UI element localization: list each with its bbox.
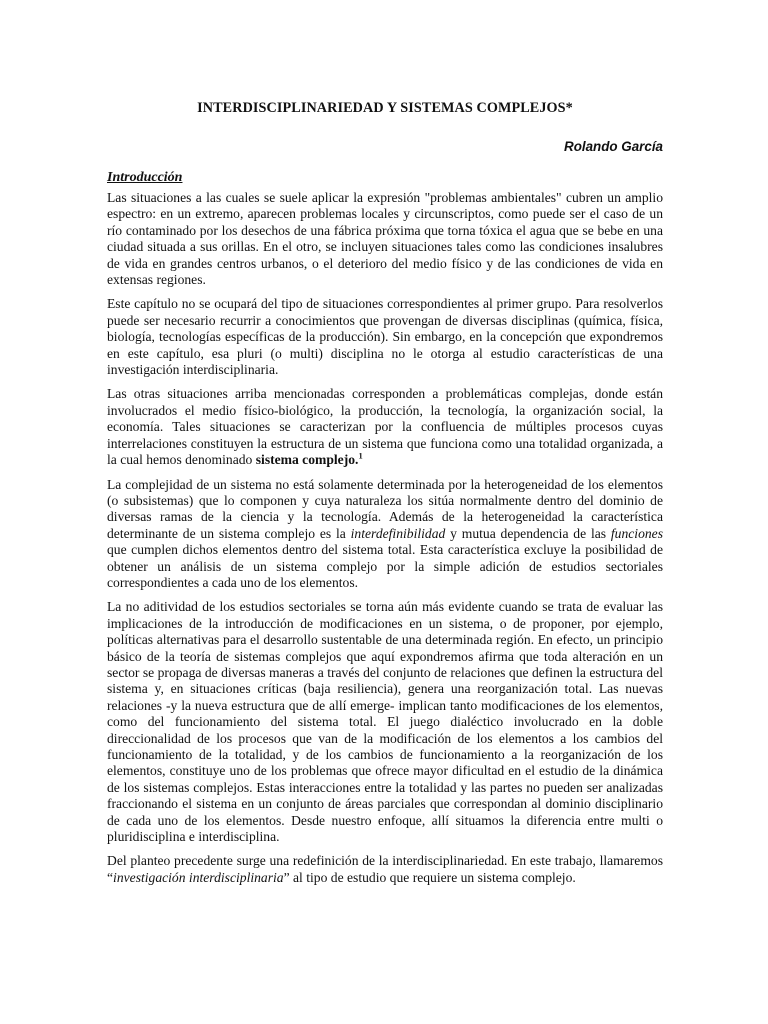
- paragraph-6-part2: ” al tipo de estudio que requiere un sistema complejo.: [283, 869, 576, 885]
- paragraph-4-part2: y mutua dependencia de las: [445, 525, 611, 541]
- paragraph-4-part3: que cumplen dichos elementos dentro del sistema total. Esta característica excluye la posibilidad de obtener un análisis de un sistema complejo por la simple adición de estudios sectoriales correspondientes a cada uno de los elementos.: [107, 542, 663, 590]
- paragraph-4-part1: La complejidad de un sistema no está solamente determinada por la heterogeneidad de los elementos (o subsistemas) que lo componen y cuya naturaleza los sitúa normalmente dentro del dominio de diversas ramas de la ciencia y la tecnología. Además de la heterogeneidad la característica determinante de un sistema complejo es la: [107, 476, 663, 541]
- term-funciones: funciones: [610, 525, 663, 541]
- document-title: INTERDISCIPLINARIEDAD Y SISTEMAS COMPLEJOS*: [197, 100, 573, 116]
- paragraph-3-text: Las otras situaciones arriba mencionadas corresponden a problemáticas complejas, donde están involucrados el medio físico-biológico, la producción, la tecnología, la organización social, la economía. Tales situaciones se caracterizan por la confluencia de múltiples procesos cuyas interrelaciones constituyen la estructura de un sistema que funciona como una totalidad organizada, a la cual hemos denominado: [107, 386, 663, 468]
- document-body: [107, 100, 663, 894]
- footnote-marker[interactable]: 1: [358, 450, 363, 461]
- paragraph-4: [107, 477, 663, 592]
- term-investigacion-interdisciplinaria: investigación interdisciplinaria: [113, 869, 284, 885]
- term-interdefinibilidad: interdefinibilidad: [350, 525, 446, 541]
- paragraph-3: [107, 386, 663, 468]
- paragraph-6: [107, 853, 663, 886]
- paragraph-5: La no aditividad de los estudios sectoriales se torna aún más evidente cuando se trata de evaluar las implicaciones de la introducción de modificaciones en un sistema, o de proponer, por ejemplo, políticas alternativas para el desarrollo sustentable de una determinada región. En efecto, un principio básico de la teoría de sistemas complejos que aquí expondremos afirma que toda alteración en un sector se propaga de diversas maneras a través del conjunto de relaciones que definen la estructura del sistema y, en situaciones críticas (baja resiliencia), genera una reorganización total. Las nuevas relaciones -y la nueva estructura que de allí emerge- implican tanto modificaciones de los elementos, como del funcionamiento del sistema total. El juego dialéctico involucrado en la doble direccionalidad de los procesos que van de la modificación de los elementos a los cambios del funcionamiento de la totalidad, y de los cambios de funcionamiento a la reorganización de los elementos, constituye uno de los problemas que ofrece mayor dificultad en el estudio de la dinámica de los sistemas complejos. Estas interacciones entre la totalidad y las partes no pueden ser analizadas fraccionando el sistema en un conjunto de áreas parciales que correspondan al dominio disciplinario de cada uno de los elementos. Desde nuestro enfoque, allí situamos la diferencia entre multi o pluridisciplina e interdisciplina.: [107, 599, 663, 845]
- paragraph-6-part1: Del planteo precedente surge una redefinición de la interdisciplinariedad. En este trabajo, llamaremos “: [107, 853, 663, 885]
- author-name: Rolando García: [564, 139, 663, 154]
- term-sistema-complejo: sistema complejo.: [255, 452, 359, 468]
- paragraph-1: Las situaciones a las cuales se suele aplicar la expresión "problemas ambientales" cubren un amplio espectro: en un extremo, aparecen problemas locales y circunscriptos, como puede ser el caso de un río contaminado por los desechos de una fábrica próxima que torna tóxica el agua que se bebe en una ciudad situada a sus orillas. En el otro, se incluyen situaciones tales como las condiciones insalubres de vida en grandes centros urbanos, o el deterioro del medio físico y de las condiciones de vida en extensas regiones.: [107, 190, 663, 288]
- paragraph-2: Este capítulo no se ocupará del tipo de situaciones correspondientes al primer grupo. Para resolverlos puede ser necesario recurrir a conocimientos que provengan de diversas disciplinas (química, física, biología, tecnologías específicas de la producción). Sin embargo, en la concepción que expondremos en este capítulo, esa pluri (o multi) disciplina no le otorga al estudio características de una investigación interdisciplinaria.: [107, 296, 663, 378]
- section-heading: Introducción: [107, 170, 183, 185]
